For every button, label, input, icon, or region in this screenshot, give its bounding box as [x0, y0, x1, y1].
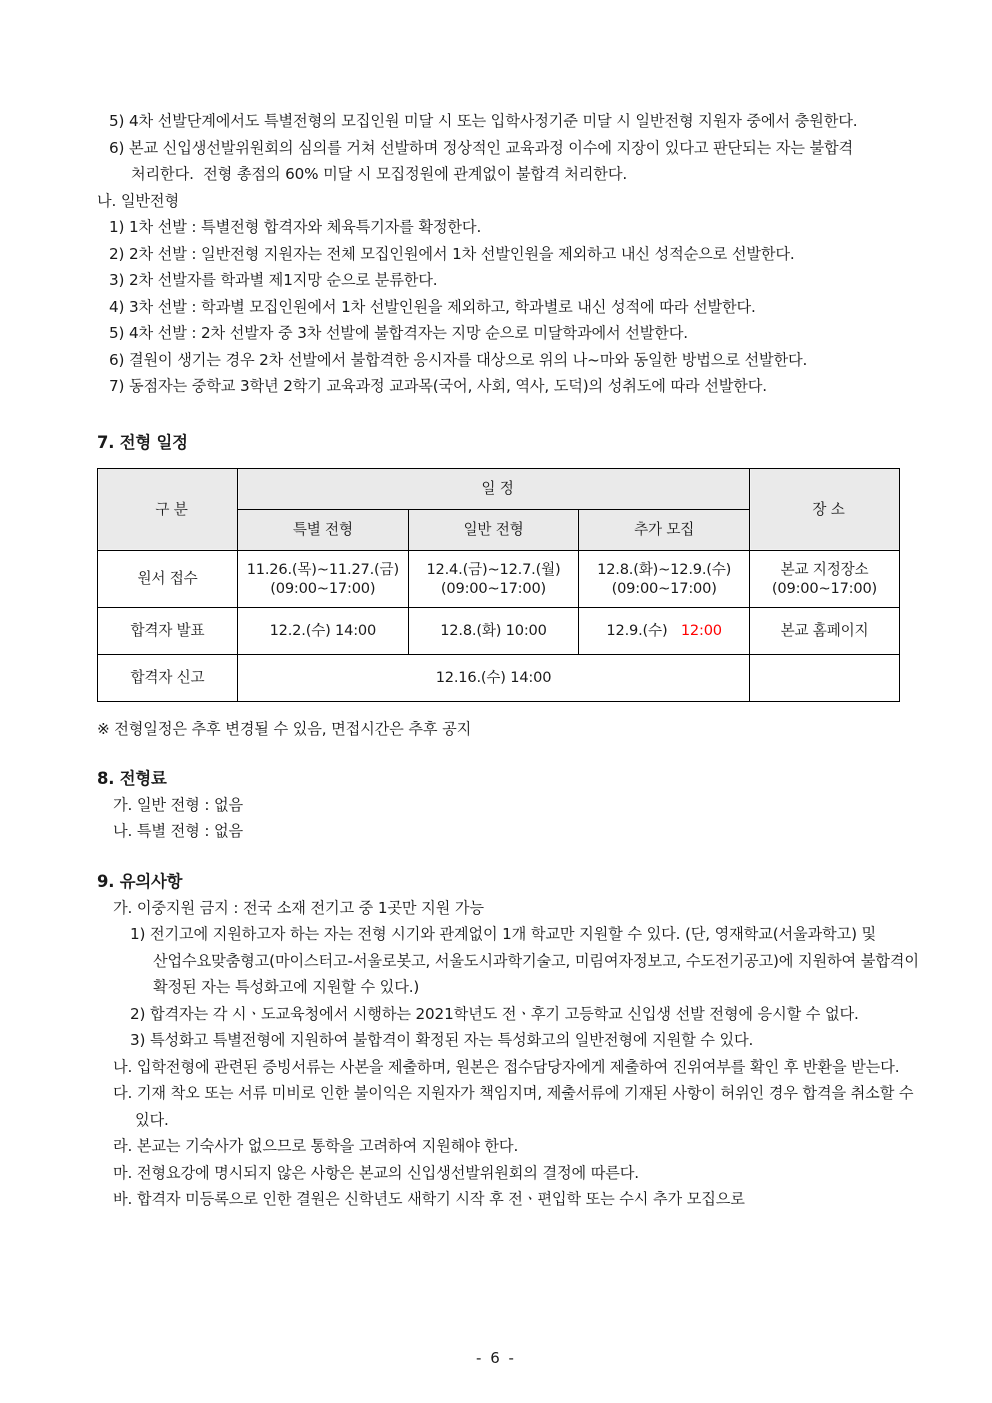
place-name: 본교 지정장소 — [780, 560, 869, 578]
list-item: 3) 2차 선발자를 학과별 제1지망 순으로 분류한다. — [109, 271, 438, 289]
list-item: 4) 3차 선발 : 학과별 모집인원에서 1차 선발인원을 제외하고, 학과별로 내신 성적에 따라 선발한다. — [109, 297, 756, 316]
table-row — [98, 607, 900, 654]
header-general-admission: 일반 전형 — [408, 509, 579, 550]
section-heading-notes: 9. 유의사항 — [97, 871, 183, 891]
schedule-table — [97, 468, 900, 702]
cell-announcement-additional — [579, 607, 750, 654]
date-text: 12.9.(수) — [606, 622, 668, 639]
spacer — [97, 742, 920, 766]
cell-announcement-place: 본교 홈페이지 — [750, 607, 900, 654]
row-label-announcement: 합격자 발표 — [98, 607, 238, 654]
list-item: 3) 특성화고 특별전형에 지원하여 불합격이 확정된 자는 특성화고의 일반전형에 지원할 수 있다. — [130, 1031, 754, 1049]
cell-application-special — [238, 550, 409, 607]
list-item: 2) 합격자는 각 시ㆍ도교육청에서 시행하는 2021학년도 전ㆍ후기 고등학교 신입생 선발 전형에 응시할 수 없다. — [130, 1004, 859, 1023]
list-item: 1) 전기고에 지원하고자 하는 자는 전형 시기와 관계없이 1개 학교만 지원할 수 있다. (단, 영재학교(서울과학고) 및 산업수요맞춤형고(마이스터고-서울로봇고, 서울도시과학기술고, 미림여자정보고, 수도전기공고)에 지원하여 불합격이 확정된 자는 특성화고에 지원할 수 있다.) — [130, 925, 924, 996]
table-header-row-1 — [98, 468, 900, 509]
time-text: (09:00~17:00) — [440, 579, 547, 597]
page-number: - 6 - — [476, 1349, 516, 1367]
header-gubun: 구 분 — [98, 468, 238, 550]
general-selection-block — [97, 188, 920, 400]
cell-application-additional — [579, 550, 750, 607]
list-item: 7) 동점자는 중학교 3학년 2학기 교육과정 교과목(국어, 사회, 역사, 도덕)의 성취도에 따라 선발한다. — [109, 377, 767, 395]
cell-application-place — [750, 550, 900, 607]
row-label-registration: 합격자 신고 — [98, 654, 238, 701]
section-heading-fee: 8. 전형료 — [97, 768, 167, 788]
list-item: 나. 입학전형에 관련된 증빙서류는 사본을 제출하며, 원본은 접수담당자에게 제출하여 진위여부를 확인 후 반환을 받는다. — [113, 1057, 900, 1076]
list-item: 1) 1차 선발 : 특별전형 합격자와 체육특기자를 확정한다. — [109, 218, 482, 236]
date-text: 11.26.(목)~11.27.(금) — [246, 560, 399, 578]
schedule-table-body — [98, 550, 900, 701]
list-item: 나. 특별 전형 : 없음 — [113, 822, 244, 840]
list-item: 라. 본교는 기숙사가 없으므로 통학을 고려하여 지원해야 한다. — [113, 1137, 519, 1155]
list-item: 가. 일반 전형 : 없음 — [113, 795, 244, 814]
list-item: 6) 본교 신입생선발위원회의 심의를 거쳐 선발하며 정상적인 교육과정 이수에 지장이 있다고 판단되는 자는 불합격 처리한다. 전형 총점의 60% 미달 시 모집정원에 관계없이 불합격 처리한다. — [109, 138, 858, 183]
general-selection-heading: 나. 일반전형 — [97, 191, 179, 210]
date-text: 12.8.(화)~12.9.(수) — [597, 560, 732, 578]
time-text: (09:00~17:00) — [611, 579, 717, 597]
cell-announcement-special: 12.2.(수) 14:00 — [238, 607, 409, 654]
list-item: 2) 2차 선발 : 일반전형 지원자는 전체 모집인원에서 1차 선발인원을 제외하고 내신 성적순으로 선발한다. — [109, 244, 795, 263]
schedule-table-head — [98, 468, 900, 550]
list-item: 다. 기재 착오 또는 서류 미비로 인한 불이익은 지원자가 책임지며, 제출서류에 기재된 사항이 허위인 경우 합격을 취소할 수 있다. — [113, 1084, 919, 1129]
section-heading-schedule: 7. 전형 일정 — [97, 432, 188, 452]
spacer — [97, 845, 920, 869]
list-item: 6) 결원이 생기는 경우 2차 선발에서 불합격한 응시자를 대상으로 위의 나~마와 동일한 방법으로 선발한다. — [109, 350, 808, 369]
header-jangso: 장 소 — [750, 468, 900, 550]
cell-announcement-general: 12.8.(화) 10:00 — [408, 607, 579, 654]
list-item: 가. 이중지원 금지 : 전국 소재 전기고 중 1곳만 지원 가능 — [113, 898, 484, 917]
cell-registration-place — [750, 654, 900, 701]
header-special-admission: 특별 전형 — [238, 509, 409, 550]
time-text: (09:00~17:00) — [270, 579, 376, 597]
header-additional-recruitment: 추가 모집 — [579, 509, 750, 550]
spacer — [97, 400, 920, 430]
special-selection-continued — [97, 108, 920, 188]
time-text-highlighted: 12:00 — [680, 622, 722, 639]
place-time: (09:00~17:00) — [771, 579, 878, 597]
header-iljeong: 일 정 — [238, 468, 750, 509]
list-item: 마. 전형요강에 명시되지 않은 사항은 본교의 신입생선발위원회의 결정에 따른다. — [113, 1163, 639, 1182]
cell-application-general — [408, 550, 579, 607]
schedule-note: ※ 전형일정은 추후 변경될 수 있음, 면접시간은 추후 공지 — [97, 719, 472, 738]
list-item: 5) 4차 선발 : 2차 선발자 중 3차 선발에 불합격자는 지망 순으로 미달학과에서 선발한다. — [109, 324, 688, 342]
row-label-application: 원서 접수 — [98, 550, 238, 607]
cell-registration-merged: 12.16.(수) 14:00 — [238, 654, 750, 701]
table-row — [98, 550, 900, 607]
list-item: 바. 합격자 미등록으로 인한 결원은 신학년도 새학기 시작 후 전ㆍ편입학 또는 수시 추가 모집으로 — [113, 1190, 745, 1208]
table-row — [98, 654, 900, 701]
date-text: 12.4.(금)~12.7.(월) — [426, 560, 561, 578]
list-item: 5) 4차 선발단계에서도 특별전형의 모집인원 미달 시 또는 입학사정기준 미달 시 일반전형 지원자 중에서 충원한다. — [109, 112, 858, 130]
